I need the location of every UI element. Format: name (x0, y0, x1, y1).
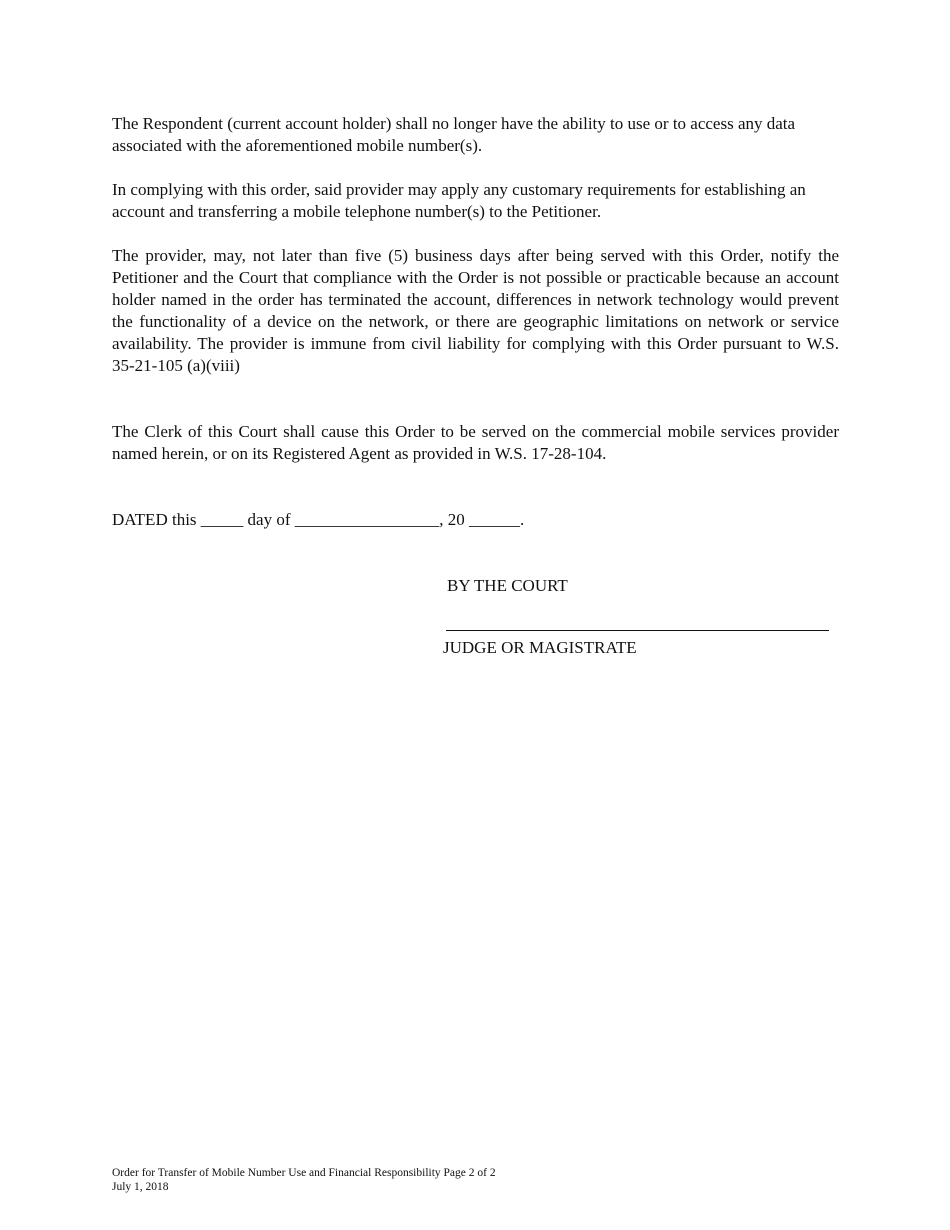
provider-requirements-paragraph: In complying with this order, said provider may apply any customary requirements for establishing an account and transferring a mobile telephone number(s) to the Petitioner. (112, 180, 806, 221)
provider-notification-paragraph: The provider, may, not later than five (5) business days after being served with this Order, notify the Petitioner and the Court that compliance with the Order is not possible or practicable because an account holder named in the order has terminated the account, differences in network technology would prevent the functionality of a device on the network, or there are geographic limitations on network or service availability. The provider is immune from civil liability for complying with this Order pursuant to W.S. 35-21-105 (a)(viii) (112, 246, 839, 375)
signature-line (446, 630, 829, 631)
footer-title: Order for Transfer of Mobile Number Use and Financial Responsibility Page 2 of 2 (112, 1167, 496, 1179)
dated-line: DATED this _____ day of _________________, 20 ______. (112, 510, 525, 529)
by-the-court-label: BY THE COURT (447, 576, 568, 595)
judge-signature-title: JUDGE OR MAGISTRATE (443, 638, 637, 657)
footer-date: July 1, 2018 (112, 1181, 169, 1193)
clerk-service-paragraph: The Clerk of this Court shall cause this Order to be served on the commercial mobile services provider named herein, or on its Registered Agent as provided in W.S. 17-28-104. (112, 422, 839, 463)
respondent-access-paragraph: The Respondent (current account holder) shall no longer have the ability to use or to access any data associated with the aforementioned mobile number(s). (112, 114, 796, 155)
